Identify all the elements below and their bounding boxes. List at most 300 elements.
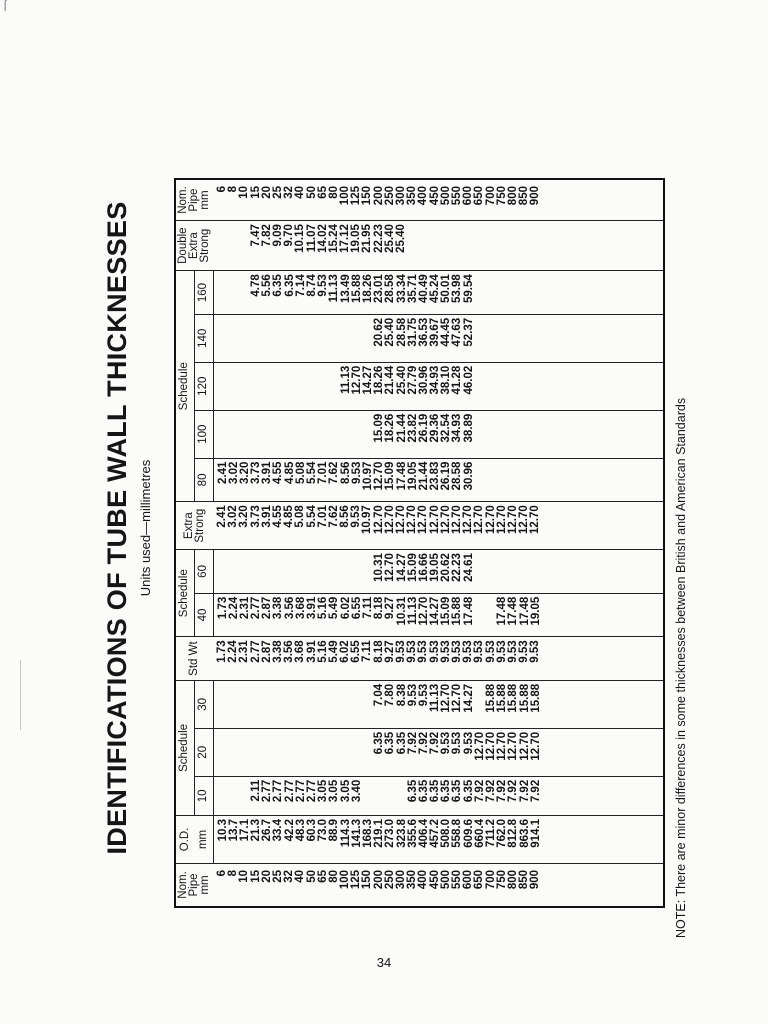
table-cell (240, 414, 251, 458)
col-extra-strong (213, 502, 664, 550)
table-cell: 3.40 (350, 779, 363, 803)
table-cell: 850 (518, 186, 531, 206)
table-cell: 600 (462, 186, 475, 206)
table-cell (296, 414, 307, 458)
table-cell (418, 224, 429, 270)
table-cell: 40.49 (417, 274, 430, 303)
table-cell (296, 366, 307, 410)
table-cell (352, 732, 363, 776)
table-cell: 9.53 (495, 640, 508, 663)
table-cell: 12.70 (350, 365, 363, 395)
table-cell: 12.70 (473, 505, 486, 534)
table-cell: 35.71 (406, 274, 419, 303)
table-cell: 19.05 (350, 224, 363, 253)
table-cell: 20.62 (373, 317, 386, 347)
table-cell: 4.78 (250, 274, 263, 297)
table-cell: 12.70 (384, 553, 397, 582)
table-cell (229, 732, 240, 776)
table-cell: 5.16 (316, 640, 329, 663)
table-cell: 11.13 (429, 683, 442, 713)
table-cell: 9.53 (317, 274, 330, 297)
table-cell: 10 (238, 186, 251, 199)
table-cell: 2.77 (294, 779, 307, 803)
table-cell (341, 414, 352, 458)
table-cell: 6.35 (429, 779, 442, 803)
table-cell: 10.97 (361, 461, 374, 491)
table-cell (385, 780, 396, 815)
table-cell: 3.56 (283, 640, 296, 663)
table-cell (497, 462, 508, 502)
table-cell (285, 366, 296, 410)
table-cell (296, 318, 307, 362)
table-cell: 12.70 (417, 505, 430, 534)
table-cell (273, 414, 284, 458)
table-cell: 7.92 (417, 731, 430, 755)
table-cell: 6.02 (339, 596, 352, 620)
table-cell: 2.24 (227, 640, 240, 663)
table-cell: 6.35 (417, 779, 430, 803)
table-cell: 6.35 (451, 779, 464, 803)
header-schedule-10-30: Schedule (175, 680, 194, 815)
table-cell (229, 366, 240, 410)
table-cell: 2.41 (216, 461, 229, 485)
table-cell: 750 (495, 186, 508, 206)
table-cell: 15.09 (384, 461, 397, 491)
table-cell: 2.31 (238, 640, 251, 663)
table-cell (285, 553, 296, 593)
table-cell: 3.02 (227, 461, 240, 485)
table-cell: 12.70 (462, 505, 475, 534)
table-cell: 7.82 (260, 224, 273, 247)
table-cell (486, 318, 497, 362)
table-cell: 9.09 (271, 224, 284, 247)
table-cell: 500 (439, 869, 452, 890)
table-cell (407, 224, 418, 270)
table-cell: 25.40 (384, 317, 397, 347)
col-sch-40 (213, 593, 664, 637)
table-cell (240, 684, 251, 728)
header-sch-60: 60 (194, 550, 213, 594)
table-cell: 48.3 (294, 818, 307, 842)
table-cell (329, 732, 340, 776)
table-cell (218, 684, 229, 728)
table-cell: 9.53 (395, 640, 407, 663)
table-cell (508, 318, 519, 362)
table-cell: 12.70 (473, 731, 486, 761)
table-cell: 12.70 (417, 596, 430, 626)
table-cell: 28.58 (451, 461, 464, 491)
table-cell: 7.80 (384, 683, 397, 707)
table-cell (218, 414, 229, 458)
table-cell: 812.8 (507, 818, 520, 848)
table-cell (508, 366, 519, 410)
table-cell: 14.27 (361, 365, 374, 395)
table-cell (262, 684, 273, 728)
table-cell: 12.70 (506, 505, 519, 534)
table-cell: 2.31 (238, 596, 251, 620)
table-cell: 8.74 (306, 274, 318, 297)
table-cell: 17.48 (496, 596, 509, 626)
table-cell: 21.44 (384, 365, 397, 395)
table-cell: 6.02 (339, 640, 352, 663)
table-cell (262, 318, 273, 362)
col-sch-120 (213, 362, 664, 410)
table-cell: 12.70 (518, 731, 531, 761)
table-cell: 700 (484, 186, 497, 206)
table-cell: 400 (417, 186, 430, 206)
table-cell: 5.16 (317, 596, 330, 620)
table-cell (318, 684, 329, 728)
table-cell: 12.70 (496, 731, 509, 761)
table-cell: 9.53 (462, 731, 475, 755)
table-cell: 15.09 (440, 596, 453, 626)
table-cell (497, 224, 508, 270)
table-cell: 25 (271, 186, 284, 199)
table-cell (240, 732, 251, 776)
table-cell: 3.20 (238, 505, 251, 528)
table-cell: 9.53 (473, 640, 486, 663)
table-cell: 9.53 (529, 640, 542, 663)
col-sch-160 (213, 271, 664, 315)
table-cell: 52.37 (462, 317, 475, 347)
table-cell: 12.70 (507, 731, 520, 761)
table-cell (352, 318, 363, 362)
header-sch-120: 120 (194, 362, 213, 410)
table-cell: 150 (361, 869, 374, 890)
col-sch-60 (213, 550, 664, 594)
table-cell: 3.68 (294, 640, 307, 663)
table-cell: 7.04 (373, 683, 386, 707)
table-cell (508, 414, 519, 458)
table-cell: 2.77 (272, 779, 285, 803)
table-cell: 5.49 (327, 640, 340, 663)
table-cell: 12.70 (450, 505, 463, 534)
table-cell: 3.91 (305, 640, 318, 663)
table-cell: 10.31 (395, 596, 408, 626)
table-cell: 7.11 (361, 640, 374, 663)
table-cell: 18.26 (384, 413, 397, 443)
table-cell: 12.70 (428, 505, 441, 534)
page-number: 34 (376, 955, 392, 970)
table-cell: 10.15 (294, 224, 307, 253)
table-cell: 323.8 (395, 818, 408, 848)
table-cell: 45.24 (429, 274, 442, 303)
table-cell: 6.35 (384, 731, 397, 755)
table-cell (519, 224, 530, 270)
table-cell (218, 274, 229, 314)
table-cell (486, 274, 497, 314)
table-cell: 15.09 (373, 413, 386, 443)
table-cell (520, 274, 531, 314)
table-cell: 9.53 (350, 505, 363, 528)
table-cell: 250 (383, 186, 396, 206)
table-cell (273, 684, 284, 728)
table-cell (329, 553, 340, 593)
table-cell: 39.67 (429, 317, 442, 347)
table-cell: 30.96 (417, 365, 430, 395)
table-cell: 15.24 (327, 224, 340, 253)
table-cell: 10.31 (373, 553, 386, 582)
col-sch-20 (213, 728, 664, 776)
table-cell (329, 366, 340, 410)
table-cell (341, 553, 352, 593)
table-cell: 15.88 (518, 683, 531, 713)
table-cell: 2.41 (216, 505, 228, 528)
table-cell: 29.36 (429, 413, 442, 443)
table-cell (240, 553, 251, 593)
header-extra-strong: Extra Strong (175, 502, 213, 550)
rotated-page-content (94, 78, 694, 938)
table-cell: 7.92 (496, 779, 509, 803)
table-cell (262, 553, 273, 593)
table-cell: 17.48 (518, 596, 531, 626)
table-cell: 19.05 (429, 553, 442, 582)
table-cell: 6.35 (440, 779, 453, 803)
table-cell (318, 414, 329, 458)
table-cell (497, 274, 508, 314)
table-cell: 5.08 (294, 505, 307, 528)
table-cell (229, 414, 240, 458)
table-cell: 550 (450, 869, 463, 890)
table-cell: 28.58 (384, 274, 397, 303)
table-cell: 863.6 (518, 818, 531, 848)
table-cell: 7.92 (473, 779, 486, 803)
table-cell: 15 (249, 869, 262, 883)
table-cell: 12.70 (485, 731, 497, 761)
table-cell: 15 (249, 186, 262, 199)
table-cell (262, 414, 273, 458)
table-cell: 650 (473, 186, 486, 206)
table-cell: 11.13 (339, 365, 352, 394)
table-cell: 114.3 (339, 818, 352, 848)
table-cell: 9.53 (350, 461, 363, 485)
header-sch-10: 10 (194, 776, 213, 815)
table-cell: 7.14 (294, 274, 307, 297)
table-cell (239, 224, 250, 270)
table-cell (497, 366, 508, 410)
col-nom (213, 863, 664, 907)
table-cell (486, 366, 497, 410)
table-cell: 11.13 (406, 596, 419, 625)
table-cell: 900 (529, 186, 542, 206)
wall-thickness-table (174, 178, 665, 908)
table-cell: 65 (316, 869, 329, 883)
table-cell (307, 732, 318, 776)
table-cell: 2.87 (261, 596, 274, 620)
table-cell: 3.91 (261, 461, 274, 485)
table-cell (397, 780, 408, 815)
col-std-wt (213, 637, 664, 681)
table-cell: 5.08 (294, 461, 307, 485)
table-cell: 12.70 (372, 505, 385, 534)
table-cell: 20 (260, 186, 273, 199)
table-cell: 8 (227, 869, 240, 877)
table-cell: 34.93 (451, 413, 464, 443)
table-cell (452, 224, 463, 270)
table-cell: 47.63 (451, 317, 464, 347)
table-cell: 2.77 (261, 779, 274, 803)
table-cell (508, 224, 519, 270)
table-cell: 3.05 (328, 779, 341, 803)
table-cell: 25.40 (395, 224, 407, 253)
table-cell (508, 553, 519, 593)
table-cell: 32.54 (440, 413, 453, 443)
table-cell (229, 318, 240, 362)
table-cell: 3.05 (317, 779, 330, 803)
table-cell (531, 274, 542, 314)
col-od (213, 815, 664, 863)
table-cell (251, 318, 262, 362)
table-cell: 8.38 (395, 683, 408, 707)
table-cell (296, 684, 307, 728)
header-schedule-40-60: Schedule (175, 550, 194, 637)
table-cell: 9.53 (484, 640, 497, 663)
footnote: NOTE: There are minor differences in some thicknesses between British and American Standards (674, 397, 688, 938)
table-cell (520, 462, 531, 502)
table-cell: 50.01 (440, 274, 453, 303)
table-cell: 80 (327, 869, 340, 883)
table-cell: 4.85 (283, 505, 296, 528)
table-cell (318, 553, 329, 593)
table-cell: 31.75 (406, 317, 419, 347)
table-cell: 6.35 (406, 779, 419, 803)
table-cell (228, 224, 239, 270)
table-cell (497, 318, 508, 362)
table-cell: 6.55 (350, 596, 363, 620)
table-cell: 15.09 (406, 553, 419, 582)
table-cell: 125 (350, 869, 363, 890)
table-cell: 10.3 (216, 818, 229, 842)
table-cell: 7.92 (529, 779, 542, 803)
table-cell: 219.1 (373, 818, 386, 848)
table-cell: 30.96 (462, 461, 475, 491)
table-cell: 44.45 (440, 317, 453, 347)
table-cell: 6 (216, 869, 228, 877)
table-cell: 17.48 (507, 596, 520, 626)
table-cell (217, 224, 228, 270)
table-cell: 762.0 (496, 818, 509, 848)
table-cell: 9.53 (406, 640, 419, 663)
table-cell: 1.73 (216, 596, 229, 620)
table-cell (251, 684, 262, 728)
table-cell: 10 (238, 869, 251, 883)
table-cell: 24.61 (462, 553, 475, 582)
table-cell: 141.3 (350, 818, 363, 848)
table-cell: 32 (283, 186, 296, 199)
table-cell: 60.3 (306, 818, 318, 842)
table-cell: 73.0 (317, 818, 330, 842)
table-cell (475, 414, 486, 458)
table-cell: 19.05 (529, 596, 542, 626)
table-cell: 15.88 (507, 683, 520, 713)
table-cell: 3.38 (272, 596, 285, 620)
table-cell (307, 553, 318, 593)
header-od-unit: mm (194, 815, 213, 863)
table-cell: 14.02 (316, 224, 329, 253)
col-sch-30 (213, 680, 664, 728)
table-cell: 12.70 (518, 505, 531, 534)
table-cell: 41.28 (451, 365, 464, 395)
binding-margin-line (20, 660, 21, 730)
table-cell: 3.05 (339, 779, 352, 803)
table-cell: 14.27 (395, 553, 408, 582)
table-cell: 25.40 (383, 224, 396, 253)
table-cell (352, 414, 363, 458)
table-cell: 7.92 (429, 731, 442, 755)
table-cell: 59.54 (462, 274, 475, 303)
table-cell: 2.77 (283, 779, 296, 803)
table-cell: 7.92 (485, 779, 497, 803)
table-cell: 250 (383, 869, 396, 890)
table-cell: 273.0 (384, 818, 397, 848)
table-cell: 15.88 (350, 274, 363, 303)
table-cell: 4.55 (272, 461, 285, 485)
table-cell (363, 780, 374, 815)
table-cell: 800 (506, 869, 519, 890)
table-cell: 6.35 (395, 731, 408, 755)
table-cell: 46.02 (462, 365, 475, 395)
table-cell: 15.88 (451, 596, 464, 626)
table-cell (218, 366, 229, 410)
table-cell: 11.07 (305, 224, 318, 253)
table-cell (273, 732, 284, 776)
table-cell: 500 (439, 186, 452, 206)
table-cell: 25.40 (395, 365, 408, 395)
table-cell (520, 414, 531, 458)
table-cell: 406.4 (417, 818, 430, 848)
table-cell: 17.1 (238, 818, 251, 842)
table-cell: 22.23 (372, 224, 385, 253)
table-cell: 7.92 (406, 731, 419, 755)
table-cell (329, 318, 340, 362)
table-cell (307, 366, 318, 410)
table-cell (508, 462, 519, 502)
table-cell: 7.01 (317, 461, 330, 485)
table-cell: 38.89 (462, 413, 475, 443)
table-cell: 660.4 (473, 818, 486, 848)
table-cell (520, 553, 531, 593)
table-cell: 11.13 (328, 274, 341, 303)
table-cell: 33.4 (272, 818, 285, 842)
table-cell: 14.27 (462, 683, 475, 713)
table-cell (229, 274, 240, 314)
col-sch-140 (213, 314, 664, 362)
table-cell (475, 553, 486, 593)
table-cell (251, 366, 262, 410)
table-cell: 53.98 (451, 274, 464, 303)
table-cell (530, 224, 541, 270)
table-cell: 3.91 (260, 505, 273, 528)
table-cell (251, 732, 262, 776)
table-cell (218, 553, 229, 593)
header-std-wt: Std Wt (175, 637, 213, 681)
header-sch-160: 160 (194, 271, 213, 315)
table-cell: 12.70 (373, 461, 386, 491)
table-cell: 3.38 (271, 640, 284, 663)
table-cell: 12.70 (406, 505, 419, 534)
table-cell: 21.44 (395, 413, 408, 443)
table-cell: 12.70 (451, 683, 464, 713)
table-cell: 17.48 (395, 461, 408, 491)
table-cell: 9.53 (428, 640, 441, 663)
table-cell: 850 (518, 869, 531, 890)
table-cell: 27.79 (406, 365, 419, 395)
table-cell: 15.88 (485, 683, 497, 713)
table-cell: 19.05 (406, 461, 419, 491)
table-cell (273, 553, 284, 593)
table-cell: 8 (227, 186, 240, 193)
table-cell (441, 224, 452, 270)
